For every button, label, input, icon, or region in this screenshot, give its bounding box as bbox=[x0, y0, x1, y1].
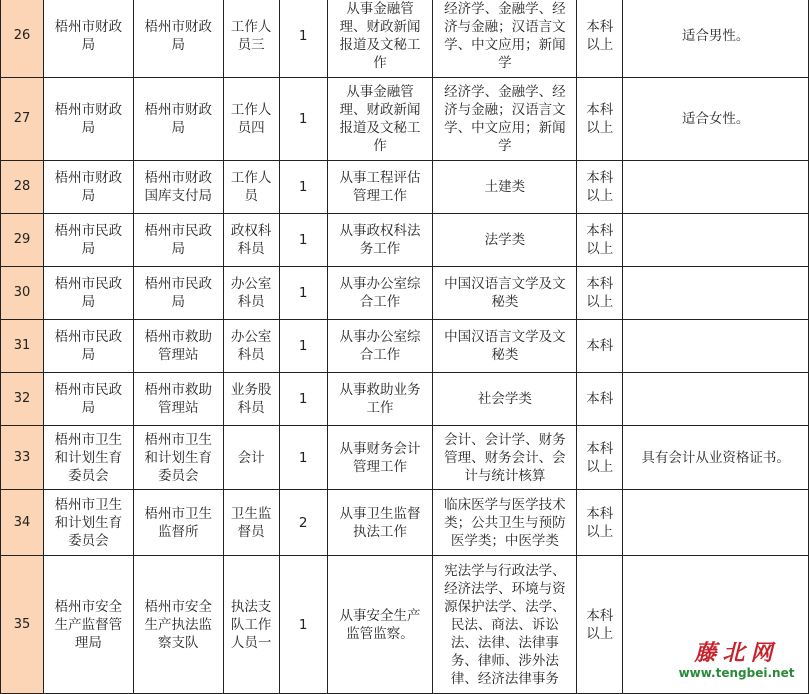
remark-cell bbox=[623, 161, 809, 214]
headcount-cell: 1 bbox=[279, 0, 327, 78]
education-cell: 本科 bbox=[577, 373, 623, 426]
remark-cell bbox=[623, 490, 809, 556]
major-requirement-cell: 社会学类 bbox=[433, 373, 577, 426]
education-cell: 本科 以上 bbox=[577, 78, 623, 161]
position-cell: 工作人 员四 bbox=[223, 78, 279, 161]
headcount-cell: 1 bbox=[279, 214, 327, 267]
position-cell: 会计 bbox=[223, 426, 279, 490]
table-row bbox=[1, 161, 809, 214]
row-number: 26 bbox=[1, 0, 44, 78]
department-cell: 梧州市财政 局 bbox=[43, 161, 133, 214]
major-requirement-cell: 宪法学与行政法学、 经济法学、环境与资 源保护法学、法学、 民法、商法、诉讼 法、法律、法律事 务、律师、涉外法 律、经济法律事务 bbox=[433, 556, 577, 694]
table-row bbox=[1, 373, 809, 426]
headcount-cell: 2 bbox=[279, 490, 327, 556]
job-duty-cell: 从事办公室综 合工作 bbox=[327, 267, 433, 320]
department-cell: 梧州市财政 局 bbox=[43, 78, 133, 161]
headcount-cell: 1 bbox=[279, 161, 327, 214]
table-row bbox=[1, 490, 809, 556]
row-number: 28 bbox=[1, 161, 44, 214]
employer-unit-cell: 梧州市民政 局 bbox=[133, 214, 223, 267]
job-duty-cell: 从事救助业务 工作 bbox=[327, 373, 433, 426]
employer-unit-cell: 梧州市民政 局 bbox=[133, 267, 223, 320]
education-cell: 本科 以上 bbox=[577, 267, 623, 320]
job-duty-cell: 从事金融管 理、财政新闻 报道及文秘工 作 bbox=[327, 78, 433, 161]
department-cell: 梧州市民政 局 bbox=[43, 267, 133, 320]
watermark-url: www.tengbei.net bbox=[678, 666, 795, 680]
table-body bbox=[1, 0, 809, 694]
position-cell: 政权科 科员 bbox=[223, 214, 279, 267]
row-number: 34 bbox=[1, 490, 44, 556]
department-cell: 梧州市卫生 和计划生育 委员会 bbox=[43, 490, 133, 556]
remark-cell: 具有会计从业资格证书。 bbox=[623, 426, 809, 490]
job-duty-cell: 从事办公室综 合工作 bbox=[327, 320, 433, 373]
education-cell: 本科 以上 bbox=[577, 490, 623, 556]
major-requirement-cell: 经济学、金融学、经 济与金融；汉语言文 学、中文应用；新闻 学 bbox=[433, 78, 577, 161]
position-cell: 工作人 员 bbox=[223, 161, 279, 214]
education-cell: 本科 以上 bbox=[577, 426, 623, 490]
major-requirement-cell: 中国汉语言文学及文 秘类 bbox=[433, 267, 577, 320]
department-cell: 梧州市卫生 和计划生育 委员会 bbox=[43, 426, 133, 490]
row-number: 29 bbox=[1, 214, 44, 267]
job-duty-cell: 从事卫生监督 执法工作 bbox=[327, 490, 433, 556]
employer-unit-cell: 梧州市财政 局 bbox=[133, 78, 223, 161]
employer-unit-cell: 梧州市财政 国库支付局 bbox=[133, 161, 223, 214]
remark-cell bbox=[623, 373, 809, 426]
department-cell: 梧州市民政 局 bbox=[43, 320, 133, 373]
site-watermark bbox=[674, 640, 799, 680]
major-requirement-cell: 临床医学与医学技术 类；公共卫生与预防 医学类；中医学类 bbox=[433, 490, 577, 556]
table-row bbox=[1, 214, 809, 267]
row-number: 35 bbox=[1, 556, 44, 694]
table-row bbox=[1, 0, 809, 78]
table-row bbox=[1, 320, 809, 373]
table-row bbox=[1, 78, 809, 161]
department-cell: 梧州市民政 局 bbox=[43, 373, 133, 426]
position-cell: 业务股 科员 bbox=[223, 373, 279, 426]
employer-unit-cell: 梧州市财政 局 bbox=[133, 0, 223, 78]
job-duty-cell: 从事财务会计 管理工作 bbox=[327, 426, 433, 490]
department-cell: 梧州市财政 局 bbox=[43, 0, 133, 78]
remark-cell: 适合男性。 bbox=[623, 0, 809, 78]
employer-unit-cell: 梧州市救助 管理站 bbox=[133, 373, 223, 426]
headcount-cell: 1 bbox=[279, 320, 327, 373]
remark-cell bbox=[623, 267, 809, 320]
row-number: 30 bbox=[1, 267, 44, 320]
education-cell: 本科 bbox=[577, 320, 623, 373]
major-requirement-cell: 土建类 bbox=[433, 161, 577, 214]
job-duty-cell: 从事金融管 理、财政新闻 报道及文秘工 作 bbox=[327, 0, 433, 78]
table-row bbox=[1, 267, 809, 320]
row-number: 31 bbox=[1, 320, 44, 373]
department-cell: 梧州市民政 局 bbox=[43, 214, 133, 267]
headcount-cell: 1 bbox=[279, 556, 327, 694]
row-number: 33 bbox=[1, 426, 44, 490]
row-number: 32 bbox=[1, 373, 44, 426]
position-cell: 办公室 科员 bbox=[223, 320, 279, 373]
headcount-cell: 1 bbox=[279, 78, 327, 161]
job-duty-cell: 从事工程评估 管理工作 bbox=[327, 161, 433, 214]
position-cell: 办公室 科员 bbox=[223, 267, 279, 320]
remark-cell bbox=[623, 214, 809, 267]
position-cell: 卫生监 督员 bbox=[223, 490, 279, 556]
major-requirement-cell: 经济学、金融学、经 济与金融；汉语言文 学、中文应用；新闻 学 bbox=[433, 0, 577, 78]
job-duty-cell: 从事政权科法 务工作 bbox=[327, 214, 433, 267]
watermark-name: 藤北网 bbox=[694, 640, 779, 666]
education-cell: 本科 以上 bbox=[577, 214, 623, 267]
major-requirement-cell: 法学类 bbox=[433, 214, 577, 267]
position-cell: 执法支 队工作 人员一 bbox=[223, 556, 279, 694]
employer-unit-cell: 梧州市安全 生产执法监 察支队 bbox=[133, 556, 223, 694]
row-number: 27 bbox=[1, 78, 44, 161]
employer-unit-cell: 梧州市救助 管理站 bbox=[133, 320, 223, 373]
department-cell: 梧州市安全 生产监督管 理局 bbox=[43, 556, 133, 694]
remark-cell: 适合女性。 bbox=[623, 78, 809, 161]
table-row bbox=[1, 426, 809, 490]
position-cell: 工作人 员三 bbox=[223, 0, 279, 78]
employer-unit-cell: 梧州市卫生 和计划生育 委员会 bbox=[133, 426, 223, 490]
major-requirement-cell: 会计、会计学、财务 管理、财务会计、会 计与统计核算 bbox=[433, 426, 577, 490]
education-cell: 本科 以上 bbox=[577, 0, 623, 78]
job-duty-cell: 从事安全生产 监管监察。 bbox=[327, 556, 433, 694]
major-requirement-cell: 中国汉语言文学及文 秘类 bbox=[433, 320, 577, 373]
employer-unit-cell: 梧州市卫生 监督所 bbox=[133, 490, 223, 556]
remark-cell bbox=[623, 320, 809, 373]
headcount-cell: 1 bbox=[279, 373, 327, 426]
headcount-cell: 1 bbox=[279, 426, 327, 490]
education-cell: 本科 以上 bbox=[577, 161, 623, 214]
headcount-cell: 1 bbox=[279, 267, 327, 320]
education-cell: 本科 以上 bbox=[577, 556, 623, 694]
